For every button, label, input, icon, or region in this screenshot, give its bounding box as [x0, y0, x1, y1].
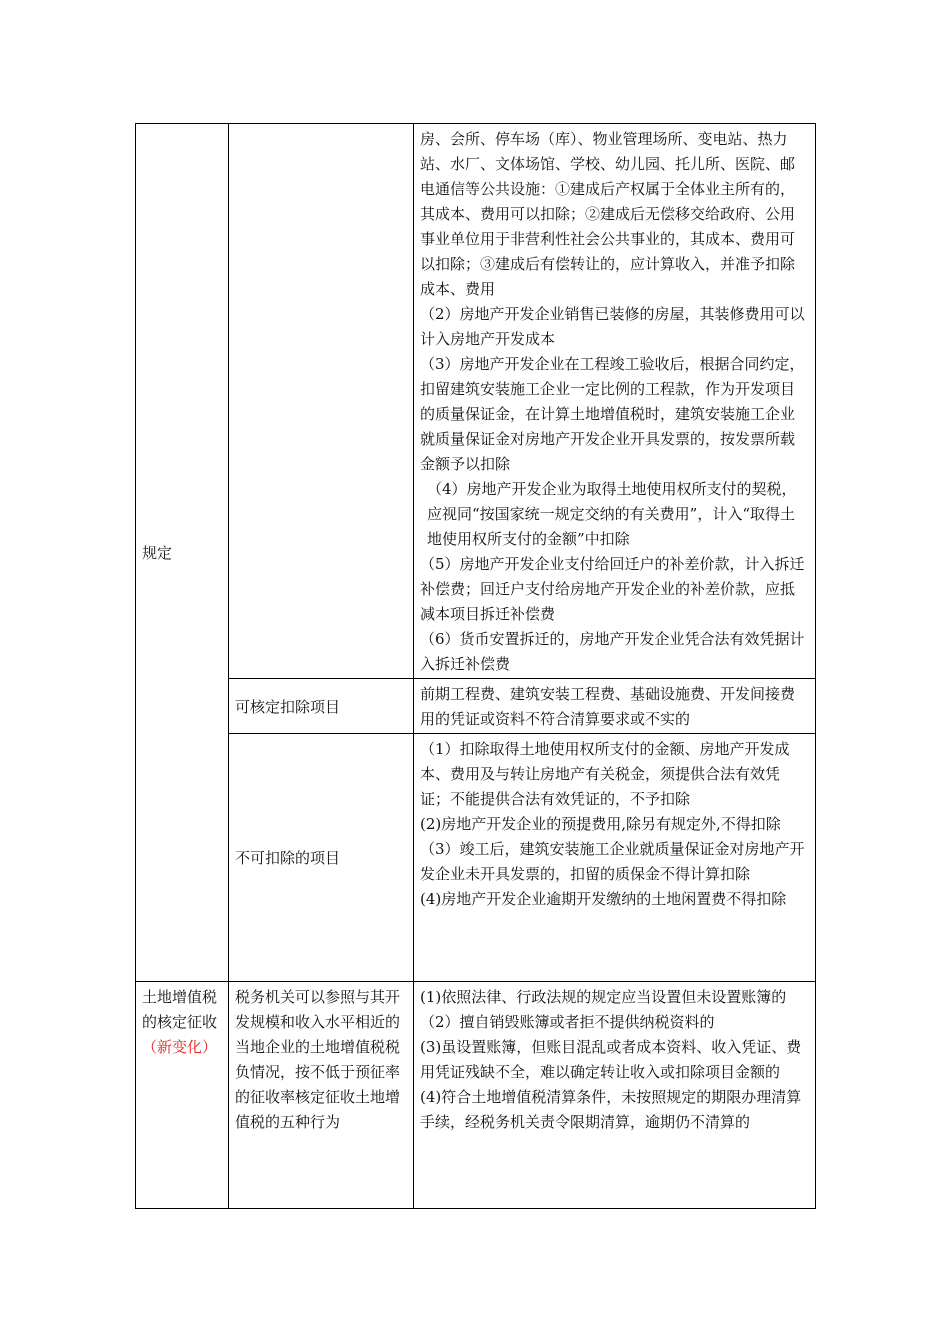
detail-line: （1）扣除取得土地使用权所支付的金额、房地产开发成本、费用及与转让房地产有关税金，须提供合法有效凭证；不能提供合法有效凭证的，不予扣除 — [420, 740, 790, 808]
detail-line: (4)符合土地增值税清算条件，未按照规定的期限办理清算手续，经税务机关责令限期清算，逾期仍不清算的 — [420, 1088, 802, 1131]
category-cell — [136, 124, 229, 982]
item-label: 不可扣除的项目 — [235, 849, 341, 867]
item-cell — [229, 679, 414, 734]
category-cell — [136, 982, 229, 1209]
table-row — [136, 982, 816, 1209]
item-cell — [229, 982, 414, 1209]
category-label: 规定 — [142, 544, 173, 562]
detail-line: （5）房地产开发企业支付给回迁户的补差价款，计入拆迁补偿费；回迁户支付给房地产开发企业的补差价款，应抵减本项目拆迁补偿费 — [420, 555, 805, 623]
detail-line: （6）货币安置拆迁的，房地产开发企业凭合法有效凭据计入拆迁补偿费 — [420, 630, 805, 673]
detail-line: (1)依照法律、行政法规的规定应当设置但未设置账簿的 — [420, 988, 787, 1006]
detail-cell — [414, 734, 816, 982]
detail-line: （2）擅自销毁账簿或者拒不提供纳税资料的 — [420, 1013, 715, 1031]
detail-line: （3）房地产开发企业在工程竣工验收后，根据合同约定，扣留建筑安装施工企业一定比例的工程款，作为开发项目的质量保证金，在计算土地增值税时，建筑安装施工企业就质量保证金对房地产开发企业开具发票的，按发票所载金额予以扣除 — [420, 355, 805, 473]
detail-line: （3）竣工后，建筑安装施工企业就质量保证金对房地产开发企业未开具发票的，扣留的质保金不得计算扣除 — [420, 840, 805, 883]
detail-line: (2)房地产开发企业的预提费用,除另有规定外,不得扣除 — [420, 815, 781, 833]
table-row — [136, 679, 816, 734]
detail-line: (4)房地产开发企业逾期开发缴纳的土地闲置费不得扣除 — [420, 890, 787, 908]
item-label: 可核定扣除项目 — [235, 697, 341, 716]
item-cell — [229, 734, 414, 982]
detail-line: 房、会所、停车场（库）、物业管理场所、变电站、热力站、水厂、文体场馆、学校、幼儿园、托儿所、医院、邮电通信等公共设施：①建成后产权属于全体业主所有的，其成本、费用可以扣除；②建成后无偿移交给政府、公用事业单位用于非营利性社会公共事业的，其成本、费用可以扣除；③建成后有偿转让的，应计算收入，并准予扣除成本、费用 — [420, 130, 796, 298]
detail-line: 前期工程费、建筑安装工程费、基础设施费、开发间接费用的凭证或资料不符合清算要求或不实的 — [420, 685, 796, 728]
table-row — [136, 124, 816, 679]
category-label: 土地增值税的核定征收 — [142, 988, 218, 1031]
regulation-table — [135, 123, 816, 1209]
detail-cell — [414, 124, 816, 679]
detail-cell — [414, 982, 816, 1209]
table-row — [136, 734, 816, 982]
detail-cell — [414, 679, 816, 734]
detail-line: （2）房地产开发企业销售已装修的房屋，其装修费用可以计入房地产开发成本 — [420, 305, 805, 348]
item-cell — [229, 124, 414, 679]
item-label: 税务机关可以参照与其开发规模和收入水平相近的当地企业的土地增值税税负情况，按不低于预征率的征收率核定征收土地增值税的五种行为 — [235, 988, 401, 1131]
detail-line: (3)虽设置账簿，但账目混乱或者成本资料、收入凭证、费用凭证残缺不全，难以确定转让收入或扣除项目金额的 — [420, 1038, 802, 1081]
detail-line: （4）房地产开发企业为取得土地使用权所支付的契税，应视同“按国家统一规定交纳的有关费用”，计入“取得土地使用权所支付的金额”中扣除 — [427, 480, 797, 548]
new-change-note: （新变化） — [142, 1038, 218, 1056]
